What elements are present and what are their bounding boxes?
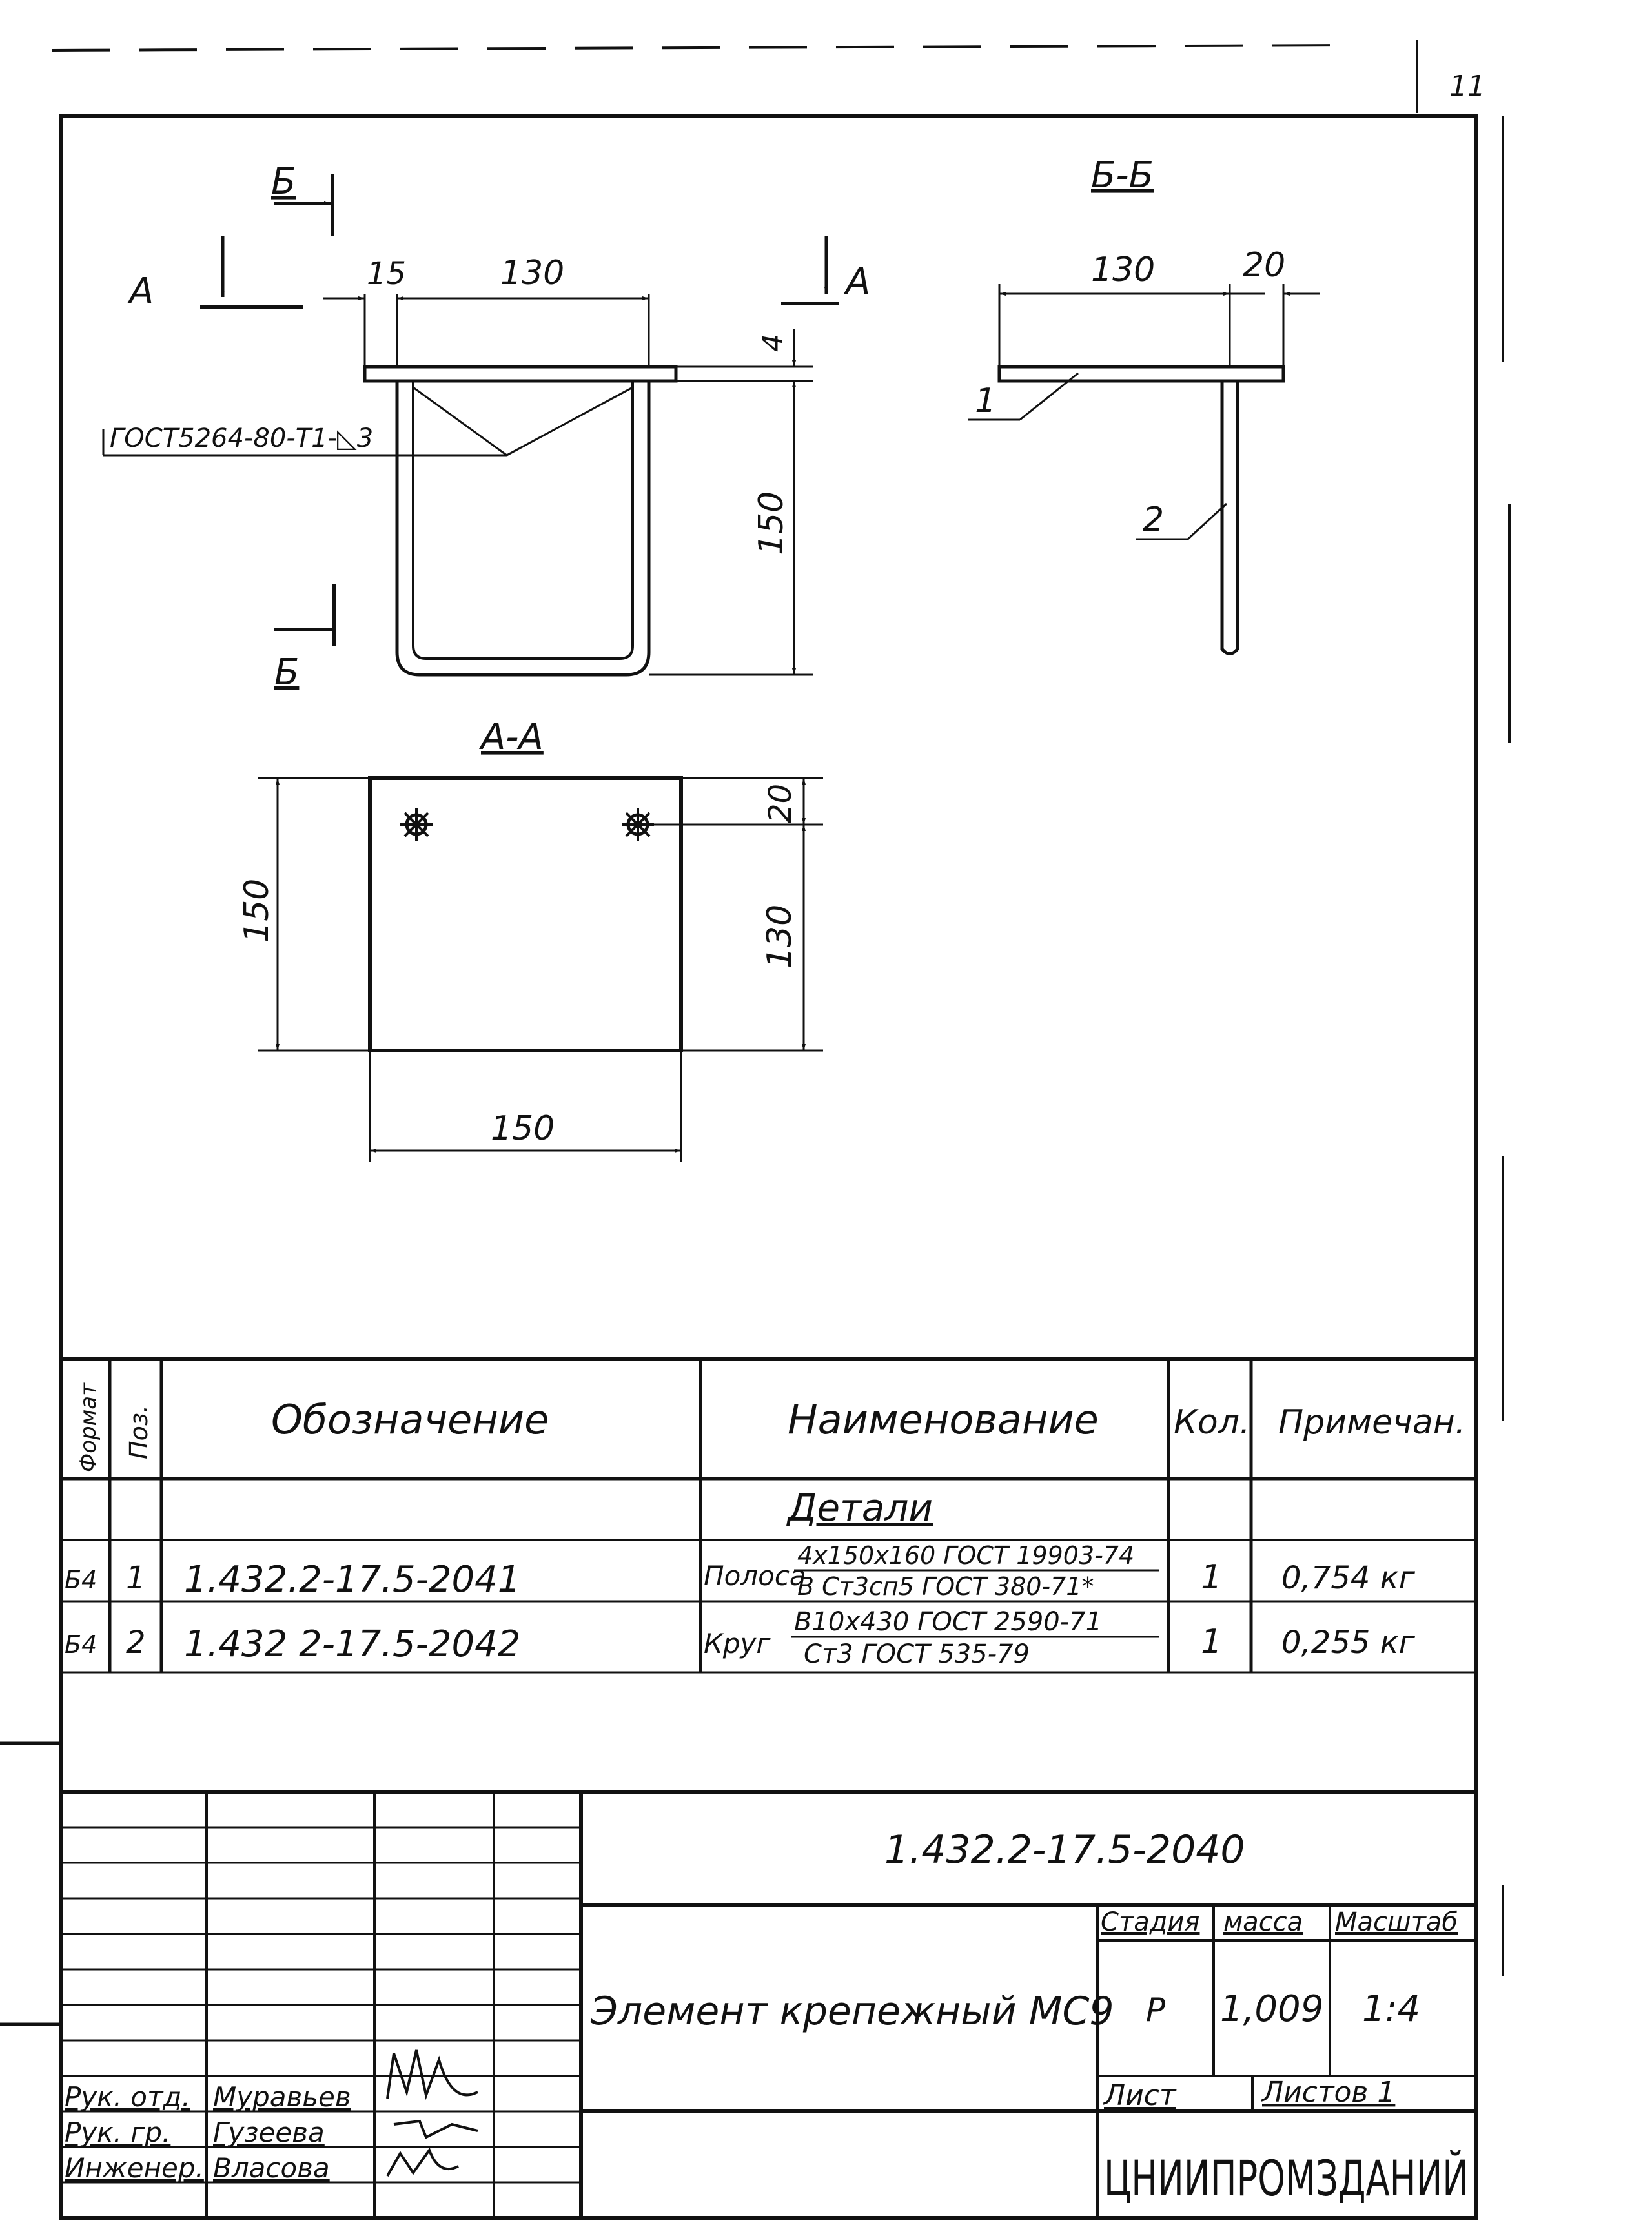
header-note: Примечан. [1278,1403,1466,1442]
sheets-label: Листов 1 [1262,2076,1396,2109]
organization-name: ЦНИИПРОМЗДАНИЙ [1104,2150,1614,2207]
section-mark-bottom: Б [274,652,300,693]
row2-format: Б4 [65,1630,97,1659]
signature-role: Рук. отд. [65,2081,190,2113]
row1-format: Б4 [65,1566,97,1594]
dim-aa-width: 150 [491,1109,555,1148]
dim-aa-top-offset: 20 [762,783,799,823]
scale-label: Масштаб [1335,1907,1458,1937]
front-view [103,161,870,693]
row2-name-bottom: Ст3 ГОСТ 535-79 [804,1639,1030,1669]
mass-value: 1,009 [1220,1988,1324,2030]
top-trim-line [52,40,1417,113]
signature-name: Гузеева [213,2117,325,2148]
row1-name-top: 4х150х160 ГОСТ 19903-74 [797,1541,1135,1570]
dim-aa-hole-spacing: 130 [760,904,799,969]
signature-role: Рук. гр. [65,2117,171,2148]
page-number: 11 [1449,70,1485,103]
title-block [61,1792,1614,2218]
header-qty: Кол. [1174,1403,1250,1442]
dim-plate-thickness: 4 [757,334,790,352]
stage-label: Стадия [1101,1907,1200,1937]
header-designation: Обозначение [271,1396,549,1443]
row1-name-prefix: Полоса [704,1560,806,1592]
weld-callout: ГОСТ5264-80-Т1-◺3 [110,424,374,453]
stage-value: Р [1146,1991,1166,2029]
section-bb-view [968,154,1320,654]
dim-front-width: 130 [500,254,565,292]
signature-name: Муравьев [213,2081,351,2113]
row1-name-bottom: В Ст3сп5 ГОСТ 380-71* [797,1572,1094,1601]
dim-flange-overhang: 15 [367,256,407,292]
callout-2: 2 [1143,500,1165,539]
mass-label: масса [1223,1907,1303,1937]
weld-hole-left [400,808,433,841]
dim-bb-plate: 130 [1091,251,1156,289]
section-aa-view [238,716,823,1162]
row2-designation: 1.432 2-17.5-2042 [184,1623,521,1665]
row2-name-prefix: Круг [704,1628,771,1659]
sheet-label: Лист [1104,2079,1176,2112]
header-pos: Поз. [125,1404,153,1459]
row2-qty: 1 [1201,1623,1223,1661]
document-code: 1.432.2-17.5-2040 [884,1827,1245,1873]
row2-note: 0,255 кг [1281,1625,1415,1661]
cut-mark-right: А [846,261,871,303]
handwritten-signatures [387,2050,478,2176]
scale-value: 1:4 [1362,1988,1421,2030]
dim-front-height: 150 [752,491,791,555]
signature-name: Власова [213,2152,330,2184]
section-details-title: Детали [788,1486,933,1530]
dim-bb-overhang: 20 [1243,246,1286,285]
dim-aa-height: 150 [238,878,276,943]
row1-note: 0,754 кг [1281,1560,1415,1596]
section-bb-title: Б-Б [1091,154,1154,196]
row1-designation: 1.432.2-17.5-2041 [184,1559,521,1601]
section-bb-plate [999,367,1283,381]
cut-mark-left: А [129,271,154,313]
binding-marks [0,116,1509,2024]
callout-1: 1 [975,382,997,420]
header-format: Формат [76,1383,101,1472]
row1-qty: 1 [1201,1558,1223,1597]
row2-pos: 2 [126,1625,146,1661]
front-plate [365,367,676,381]
signature-role: Инженер. [65,2152,204,2184]
row1-pos: 1 [126,1560,146,1596]
section-aa-title: А-А [481,716,544,758]
spec-table [61,1359,1476,1672]
section-bb-rod [1222,381,1238,654]
row2-name-top: В10х430 ГОСТ 2590-71 [794,1607,1103,1637]
header-name: Наименование [788,1396,1099,1443]
front-u-bar [397,381,649,675]
item-title: Элемент крепежный МС9 [591,1989,1114,2034]
section-mark-top: Б [271,161,296,203]
